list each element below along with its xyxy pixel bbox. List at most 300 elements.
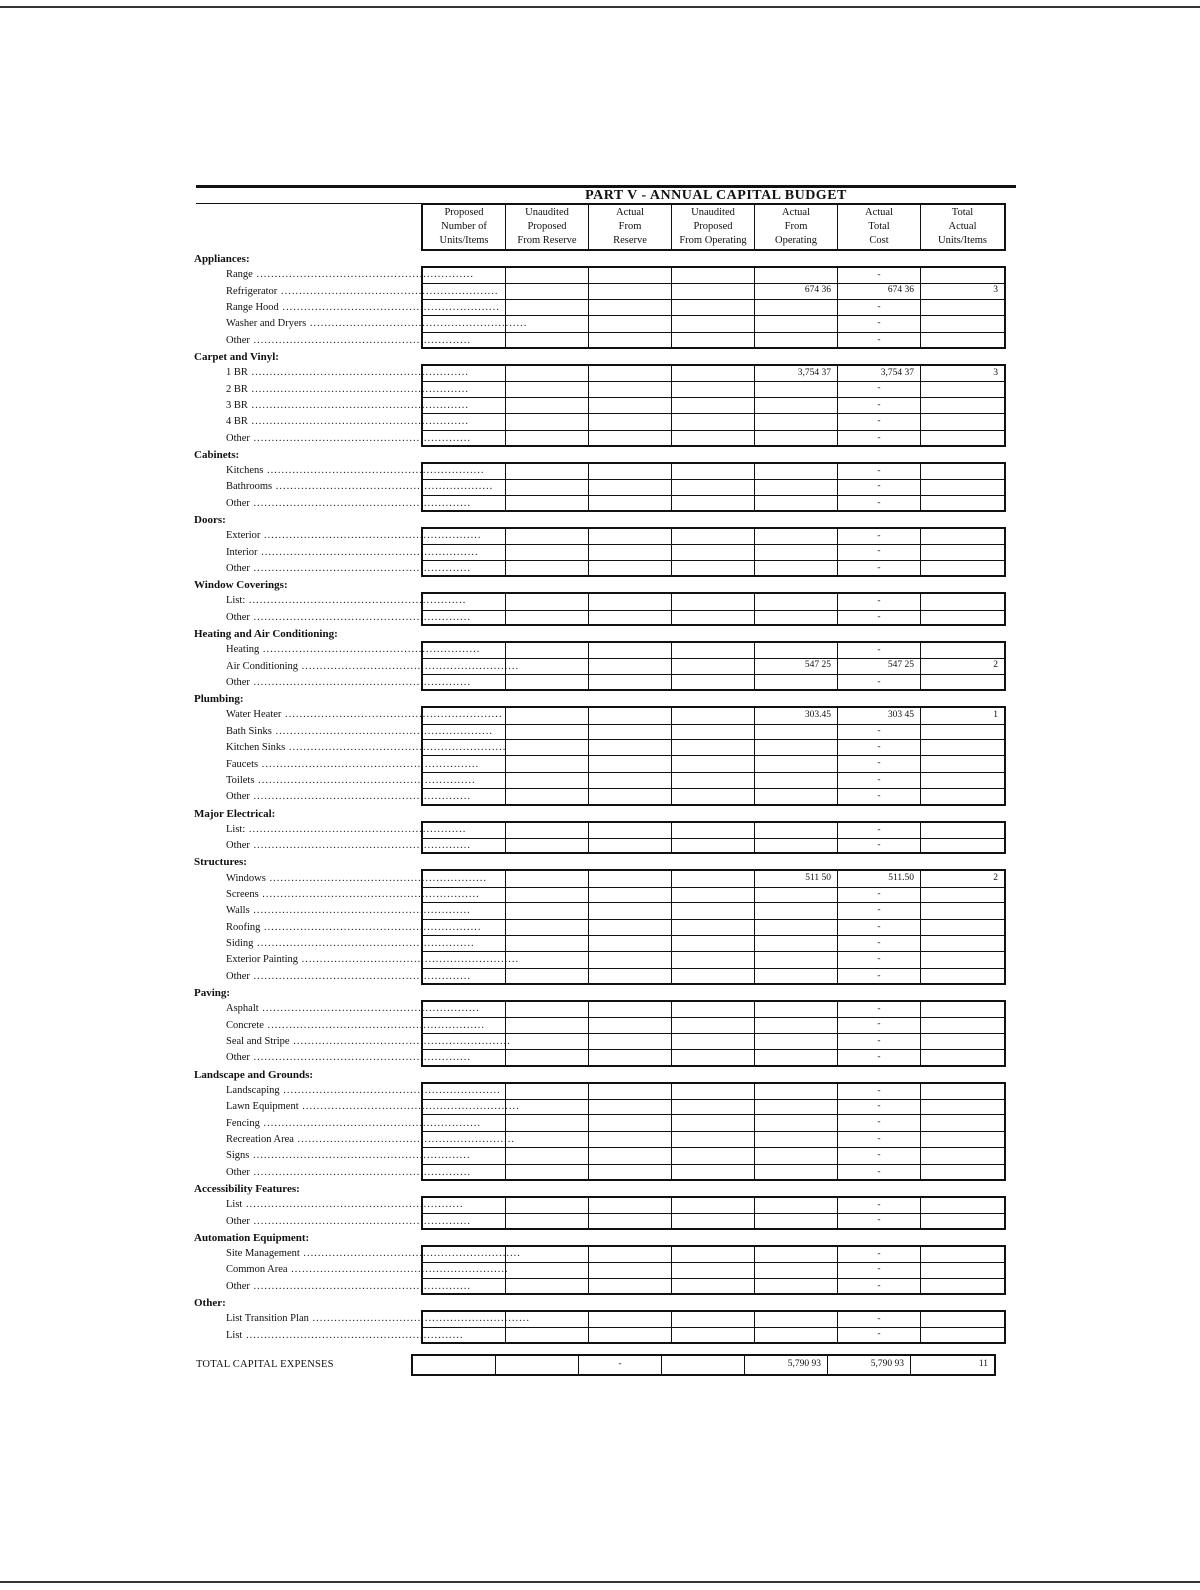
table-cell: 674 36 [838,283,921,299]
column-header [506,205,589,249]
table-cell [921,381,1004,397]
table-cell [755,1099,838,1115]
table-cell [755,479,838,495]
table-row [196,658,1016,674]
row-cells [421,641,1006,659]
row-label-text: Concrete [226,1019,264,1031]
table-cell [589,431,672,447]
table-cell [921,936,1004,952]
table-cell [672,1050,755,1066]
leader-dots: ............................................................ [249,334,472,346]
table-cell [921,1034,1004,1050]
table-cell [672,1084,755,1100]
row-cells [421,952,1006,968]
table-cell: - [838,464,921,480]
table-cell [755,431,838,447]
table-cell [423,675,506,691]
table-row [196,1099,1016,1115]
table-cell [672,936,755,952]
table-cell: - [838,1213,921,1229]
table-cell: - [838,1247,921,1263]
table-cell: - [838,594,921,610]
table-cell [506,1034,589,1050]
row-label-text: Common Area [226,1264,288,1276]
table-cell [589,414,672,430]
table-cell [506,594,589,610]
table-cell [921,398,1004,414]
column-header-line: Units/Items [938,235,987,246]
table-cell [589,529,672,545]
table-row [196,593,1016,609]
table-cell [423,1017,506,1033]
leader-dots: ............................................................ [281,709,503,721]
column-header [755,205,838,249]
column-header-line: Units/Items [439,235,489,246]
row-label [196,479,494,495]
table-cell: 547 25 [838,658,921,674]
group-heading: Structures: [194,856,247,869]
row-label-text: Other [226,970,250,982]
table-cell [921,756,1004,772]
table-cell [423,789,506,805]
row-label [196,316,528,332]
row-label-text: Other [226,840,250,852]
table-row [196,398,1016,414]
table-row [196,479,1016,495]
row-label-text: Exterior [226,530,261,542]
leader-dots: ............................................................ [289,1036,511,1048]
row-cells [421,592,1006,610]
table-cell [589,1084,672,1100]
row-cells [421,610,1006,626]
table-cell [506,1017,589,1033]
table-row [196,365,1016,381]
table-cell [755,333,838,349]
column-header [672,205,755,249]
table-cell [755,1017,838,1033]
table-cell: - [838,1165,921,1181]
table-cell [423,724,506,740]
table-cell [589,838,672,854]
leader-dots: ............................................................ [249,677,472,688]
leader-dots: ............................................................ [298,1101,520,1113]
row-cells [421,1279,1006,1295]
table-row [196,887,1016,903]
column-header-area [196,203,1016,251]
table-cell [589,268,672,284]
row-label [196,1311,530,1327]
table-cell [672,1115,755,1131]
row-cells [421,479,1006,495]
row-cells [421,431,1006,447]
column-header-line: Proposed [693,221,733,232]
table-cell [921,1262,1004,1278]
column-header-line: Unaudited [691,207,735,218]
table-cell [506,398,589,414]
table-cell [589,773,672,789]
table-cell [506,952,589,968]
table-cell [506,708,589,724]
group-heading: Landscape and Grounds: [194,1068,314,1081]
group-block [196,822,1016,855]
table-cell [672,658,755,674]
table-cell [423,740,506,756]
row-label [196,838,472,854]
row-label-text: Other [226,497,250,509]
table-cell [755,610,838,626]
bottom-scan-line [0,1581,1200,1583]
table-cell [755,903,838,919]
column-header-line: Actual [616,207,644,218]
table-cell [423,610,506,626]
column-header-line: From [784,221,808,232]
capital-budget-form [196,185,1016,1374]
row-label-text: Other [226,1166,250,1178]
table-cell [672,1017,755,1033]
table-cell: 511.50 [838,871,921,887]
row-cells [421,1000,1006,1018]
table-cell [921,268,1004,284]
table-row [196,1262,1016,1278]
table-cell [423,1002,506,1018]
row-cells [421,1196,1006,1214]
row-label [196,1116,481,1132]
table-cell: 2 [921,658,1004,674]
table-row [196,1311,1016,1327]
table-cell [423,594,506,610]
table-cell [589,544,672,560]
table-cell [423,300,506,316]
table-cell [589,316,672,332]
column-header-line: Actual [948,221,977,232]
table-cell [423,1099,506,1115]
table-cell [672,366,755,382]
row-label [196,1165,472,1181]
row-label-text: Bathrooms [226,481,273,493]
table-cell: - [838,789,921,805]
table-cell [755,756,838,772]
row-label-text: List [226,1199,243,1211]
table-cell [589,1213,672,1229]
table-cell [755,544,838,560]
group-block [196,1001,1016,1067]
table-cell [423,1050,506,1066]
table-cell: - [838,431,921,447]
table-row [196,707,1016,723]
table-cell [589,920,672,936]
table-row [196,1115,1016,1131]
table-cell [423,903,506,919]
total-cells [411,1354,996,1376]
table-cell [423,414,506,430]
row-cells [421,1245,1006,1263]
table-cell [921,1247,1004,1263]
table-cell: - [838,479,921,495]
table-row [196,822,1016,838]
table-cell: - [838,740,921,756]
table-cell [589,1017,672,1033]
row-label-text: Seal and Stripe [226,1036,290,1048]
table-cell [755,1312,838,1328]
table-row [196,773,1016,789]
leader-dots: ............................................................ [249,1150,471,1162]
table-cell [921,1099,1004,1115]
row-label-text: List [226,1329,243,1341]
table-cell [921,1148,1004,1164]
table-row [196,1213,1016,1229]
table-cell [423,529,506,545]
table-cell [672,871,755,887]
leader-dots: ............................................................ [298,660,520,672]
table-cell [589,300,672,316]
column-header-line: Total [868,221,890,232]
table-cell: - [838,610,921,626]
row-cells [421,496,1006,512]
table-row [196,300,1016,316]
table-cell [506,658,589,674]
table-cell [672,903,755,919]
table-row [196,969,1016,985]
row-cells [421,1017,1006,1033]
table-cell: - [838,969,921,985]
group-heading: Plumbing: [194,693,244,706]
table-cell [423,756,506,772]
row-cells [421,364,1006,382]
table-cell: - [838,496,921,512]
leader-dots: ............................................................ [259,1117,481,1129]
table-cell [672,773,755,789]
table-cell: - [838,823,921,839]
row-label [196,463,485,479]
table-cell [423,643,506,659]
table-row [196,283,1016,299]
table-cell [921,561,1004,577]
table-cell [506,333,589,349]
table-cell [672,969,755,985]
column-header [423,205,506,249]
total-cell: 5,790 93 [745,1356,828,1374]
table-cell [672,398,755,414]
leader-dots: ............................................................ [306,318,528,330]
table-cell [506,1198,589,1214]
table-cell: - [838,544,921,560]
table-row [196,267,1016,283]
leader-dots: ............................................................ [247,367,470,379]
table-row [196,740,1016,756]
table-cell [423,316,506,332]
table-cell [423,1115,506,1131]
table-cell [672,414,755,430]
table-cell: - [838,1148,921,1164]
table-row [196,333,1016,349]
row-cells [421,462,1006,480]
table-row [196,1132,1016,1148]
row-label-text: 1 BR [226,367,248,379]
table-cell [921,1198,1004,1214]
row-cells [421,1262,1006,1278]
table-cell [589,871,672,887]
row-label [196,333,472,349]
table-cell [423,1262,506,1278]
table-cell [589,1148,672,1164]
table-cell [921,675,1004,691]
row-label-text: Range [226,269,253,281]
table-cell [755,316,838,332]
table-cell [755,561,838,577]
table-cell [921,1002,1004,1018]
leader-dots: ............................................................ [249,497,472,509]
table-cell [423,658,506,674]
leader-dots: ............................................................ [259,644,481,656]
leader-dots: ............................................................ [263,1019,486,1031]
table-cell [506,1279,589,1295]
table-cell [589,740,672,756]
table-cell: - [838,952,921,968]
row-label [196,920,482,936]
group-block [196,1311,1016,1344]
table-cell [506,610,589,626]
table-cell [506,316,589,332]
table-cell [755,1050,838,1066]
table-cell [423,544,506,560]
table-cell [506,479,589,495]
table-row [196,1327,1016,1343]
leader-dots: ............................................................ [249,1215,472,1227]
table-cell [589,823,672,839]
table-cell [506,823,589,839]
table-cell [506,431,589,447]
total-row [196,1356,1016,1374]
table-cell [423,283,506,299]
total-cell: 5,790 93 [828,1356,911,1374]
table-cell [506,1132,589,1148]
table-row [196,1148,1016,1164]
row-label [196,1034,511,1050]
table-cell [672,544,755,560]
row-label [196,398,470,414]
table-cell [506,1115,589,1131]
table-cell [672,1165,755,1181]
table-cell [506,366,589,382]
row-label-text: Water Heater [226,709,282,721]
group-block [196,463,1016,512]
table-cell [921,838,1004,854]
row-label [196,561,472,577]
table-cell: 303 45 [838,708,921,724]
table-cell [506,1165,589,1181]
row-cells [421,920,1006,936]
table-cell [423,1327,506,1343]
table-cell [755,268,838,284]
row-label [196,642,481,658]
table-cell [672,952,755,968]
table-cell [921,1213,1004,1229]
table-row [196,870,1016,886]
table-row [196,528,1016,544]
leader-dots: ............................................................ [249,563,472,575]
table-row [196,463,1016,479]
table-cell [672,464,755,480]
table-cell [755,1034,838,1050]
table-cell [672,1247,755,1263]
table-cell [589,1279,672,1295]
row-label [196,431,472,447]
group-heading: Doors: [194,514,226,527]
total-cell: - [579,1356,662,1374]
group-heading: Automation Equipment: [194,1231,310,1244]
row-label-text: Other [226,677,250,688]
table-cell [589,1034,672,1050]
row-cells [421,1327,1006,1343]
table-cell [589,936,672,952]
row-label [196,1050,472,1066]
table-cell [755,1148,838,1164]
table-cell [672,283,755,299]
table-cell [589,1262,672,1278]
table-row [196,496,1016,512]
table-cell [423,823,506,839]
leader-dots: ............................................................ [277,285,499,297]
row-label-text: Other [226,334,250,346]
table-cell [423,1165,506,1181]
column-header-line: From [618,221,642,232]
row-label-text: Range Hood [226,301,279,313]
table-cell [589,479,672,495]
row-cells [421,903,1006,919]
table-cell [921,529,1004,545]
row-label-text: 2 BR [226,383,248,395]
row-cells [421,1115,1006,1131]
table-cell [423,333,506,349]
row-label [196,1262,509,1278]
row-label-text: Other [226,1280,250,1292]
table-cell [672,1213,755,1229]
table-cell [755,1279,838,1295]
row-cells [421,887,1006,903]
column-headers [421,203,1006,251]
row-cells [421,544,1006,560]
table-cell [755,936,838,952]
row-label [196,1001,480,1017]
total-label: TOTAL CAPITAL EXPENSES [196,1359,334,1371]
leader-dots: ............................................................ [260,921,482,933]
table-cell [506,529,589,545]
table-row [196,642,1016,658]
row-label-text: Other [226,791,250,803]
table-cell: 547 25 [755,658,838,674]
table-cell: - [838,838,921,854]
table-cell [589,1247,672,1263]
row-cells [421,333,1006,349]
table-row [196,1246,1016,1262]
table-cell [506,871,589,887]
row-cells [421,381,1006,397]
leader-dots: ............................................................ [252,269,474,281]
table-cell: - [838,1115,921,1131]
table-cell [672,920,755,936]
row-label-text: Walls [226,905,250,917]
table-cell [921,1115,1004,1131]
table-cell [589,903,672,919]
row-cells [421,1050,1006,1066]
table-cell: - [838,381,921,397]
table-cell [755,789,838,805]
table-cell [672,823,755,839]
row-label-text: List Transition Plan [226,1313,309,1325]
table-cell [921,1165,1004,1181]
table-row [196,561,1016,577]
row-cells [421,740,1006,756]
